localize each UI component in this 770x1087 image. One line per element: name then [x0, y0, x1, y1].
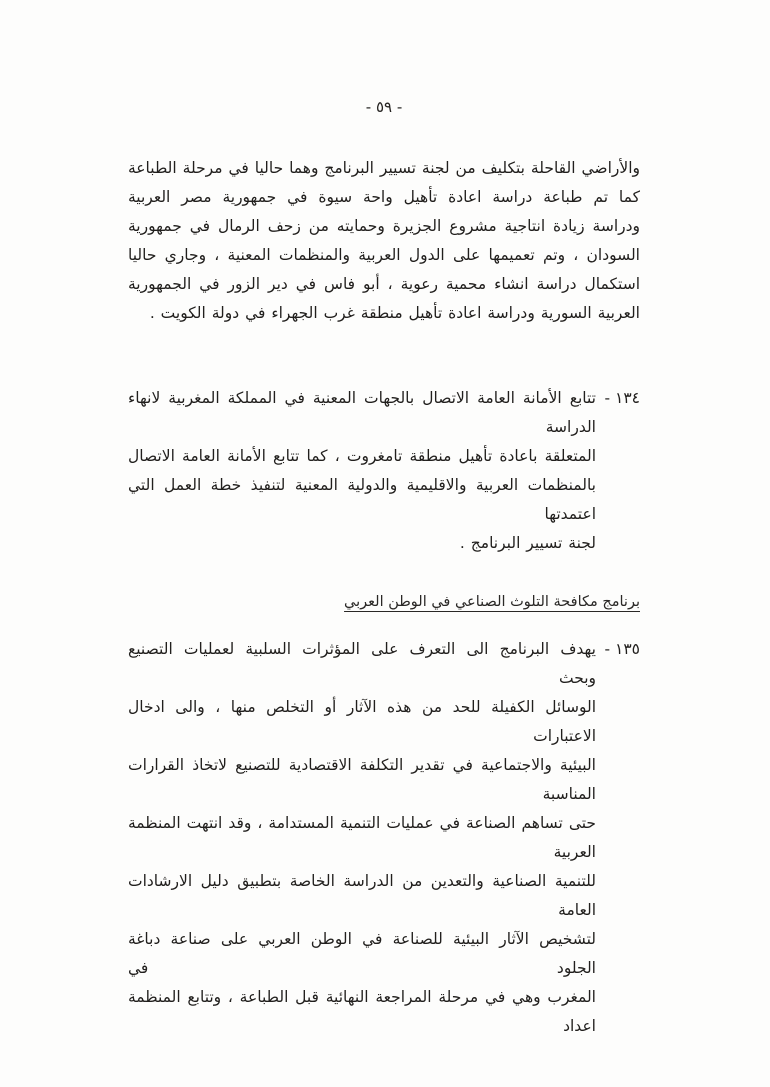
item-number: ١٣٤ - [604, 389, 640, 407]
text-line: المتعلقة باعادة تأهيل منطقة تامغروت ، كما تتابع الأمانة العامة الاتصال [128, 447, 596, 465]
section-heading [128, 586, 640, 617]
paragraph [128, 154, 640, 328]
text-line: كما تم طباعة دراسة اعادة تأهيل واحة سيوة في جمهورية مصر العربية [128, 188, 640, 206]
item-number: ١٣٥ - [604, 640, 640, 658]
text-line: استكمال دراسة انشاء محمية رعوية ، أبو فاس في دير الزور في الجمهورية [128, 275, 640, 293]
text-line: الوسائل الكفيلة للحد من هذه الآثار أو التخلص منها ، والى ادخال الاعتبارات [128, 698, 596, 745]
text-line: العربية السورية ودراسة اعادة تأهيل منطقة غرب الجهراء في دولة الكويت . [149, 304, 640, 322]
text-line: البيئية والاجتماعية في تقدير التكلفة الاقتصادية للتصنيع لاتخاذ القرارات المناسبة [128, 756, 596, 803]
text-line: بالمنظمات العربية والاقليمية والدولية المعنية لتنفيذ خطة العمل التي اعتمدتها [128, 476, 596, 523]
text-line: تتابع الأمانة العامة الاتصال بالجهات المعنية في المملكة المغربية لانهاء الدراسة [128, 389, 596, 436]
text-line: ودراسة زيادة انتاجية مشروع الجزيرة وحمايته من زحف الرمال في جمهورية [128, 217, 640, 235]
text-line: السودان ، وتم تعميمها على الدول العربية والمنظمات المعنية ، وجاري حاليا [128, 246, 640, 264]
text-line: للتنمية الصناعية والتعدين من الدراسة الخاصة بتطبيق دليل الارشادات العامة [128, 872, 596, 919]
text-line: والأراضي القاحلة بتكليف من لجنة تسيير البرنامج وهما حاليا في مرحلة الطباعة [128, 159, 640, 177]
text-line: المغرب وهي في مرحلة المراجعة النهائية قبل الطباعة ، وتتابع المنظمة اعداد [128, 988, 596, 1035]
document-body [128, 154, 640, 1041]
text-line: لجنة تسيير البرنامج . [459, 534, 596, 552]
numbered-paragraph [128, 635, 640, 1041]
text-line: حتى تساهم الصناعة في عمليات التنمية المستدامة ، وقد انتهت المنظمة العربية [128, 814, 596, 861]
text-line: يهدف البرنامج الى التعرف على المؤثرات السلبية لعمليات التصنيع وبحث [128, 640, 596, 687]
text-line: لتشخيص الآثار البيئية للصناعة في الوطن العربي على صناعة دباغة الجلود في [128, 930, 596, 977]
section-heading-text: برنامج مكافحة التلوث الصناعي في الوطن العربي [344, 594, 640, 610]
numbered-paragraph [128, 384, 640, 558]
page-number: - ٥٩ - [365, 98, 403, 116]
